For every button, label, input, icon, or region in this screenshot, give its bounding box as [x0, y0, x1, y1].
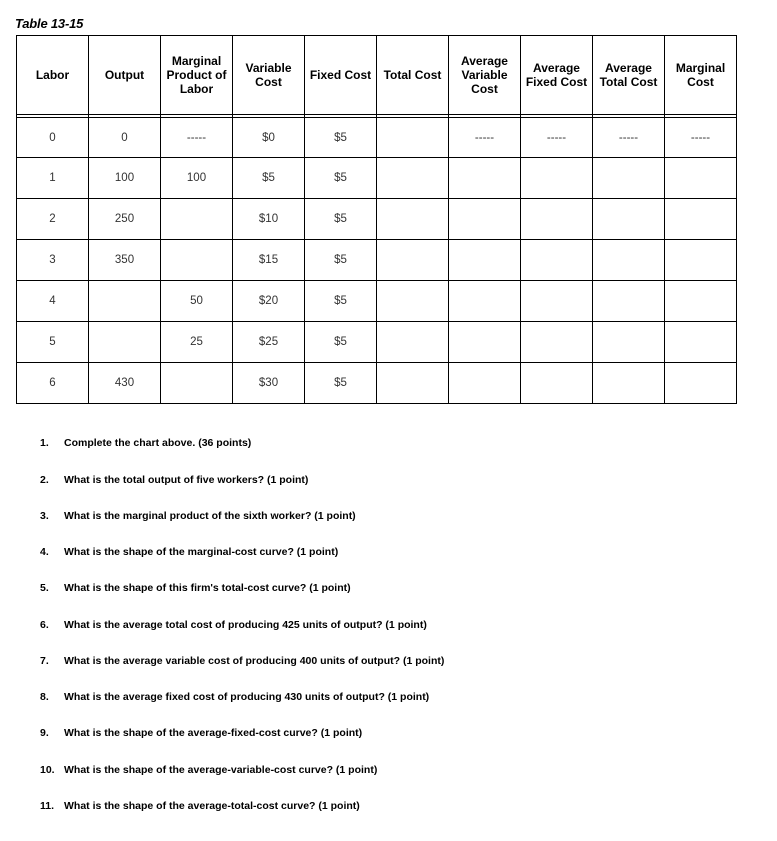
- table-cell: [377, 199, 449, 240]
- table-cell: [377, 322, 449, 363]
- table-cell: $20: [233, 281, 305, 322]
- table-cell: [449, 363, 521, 404]
- question-number: 8.: [40, 691, 49, 703]
- table-cell: $5: [305, 281, 377, 322]
- question-item: [40, 764, 377, 776]
- header-total-cost: Total Cost: [377, 36, 449, 115]
- question-text: What is the average variable cost of producing 400 units of output? (1 point): [64, 655, 445, 667]
- table-cell: [593, 158, 665, 199]
- table-cell: [377, 118, 449, 158]
- table-cell: $5: [305, 322, 377, 363]
- table-cell: [665, 199, 737, 240]
- table-cell: [665, 363, 737, 404]
- table-cell: 0: [17, 118, 89, 158]
- question-number: 5.: [40, 582, 49, 594]
- table-cell: $5: [305, 363, 377, 404]
- question-text: What is the average fixed cost of producing 430 units of output? (1 point): [64, 691, 430, 703]
- table-row: [17, 118, 737, 158]
- table-cell: -----: [449, 118, 521, 158]
- table-cell: 250: [89, 199, 161, 240]
- question-number: 11.: [40, 800, 55, 812]
- question-item: [40, 619, 427, 631]
- table-cell: [665, 322, 737, 363]
- table-cell: $10: [233, 199, 305, 240]
- table-cell: [521, 281, 593, 322]
- table-cell: [449, 240, 521, 281]
- table-cell: $15: [233, 240, 305, 281]
- table-title: Table 13-15: [15, 16, 84, 31]
- table-cell: $5: [305, 118, 377, 158]
- table-cell: 5: [17, 322, 89, 363]
- question-item: [40, 510, 356, 522]
- table-cell: [521, 158, 593, 199]
- header-variable-cost: Variable Cost: [233, 36, 305, 115]
- table-row: [17, 322, 737, 363]
- question-number: 9.: [40, 727, 49, 739]
- table-row: [17, 199, 737, 240]
- table-cell: [89, 322, 161, 363]
- table-cell: [161, 199, 233, 240]
- question-text: What is the shape of the marginal-cost curve? (1 point): [64, 546, 339, 558]
- header-labor: Labor: [17, 36, 89, 115]
- table-cell: [161, 240, 233, 281]
- table-cell: 2: [17, 199, 89, 240]
- header-marginal-cost: Marginal Cost: [665, 36, 737, 115]
- table-cell: [593, 322, 665, 363]
- table-cell: -----: [161, 118, 233, 158]
- table-cell: [449, 199, 521, 240]
- table-cell: $25: [233, 322, 305, 363]
- question-number: 7.: [40, 655, 49, 667]
- header-average-fixed-cost: Average Fixed Cost: [521, 36, 593, 115]
- table-cell: 1: [17, 158, 89, 199]
- table-cell: 6: [17, 363, 89, 404]
- question-item: [40, 655, 444, 667]
- table-cell: [377, 281, 449, 322]
- question-text: Complete the chart above. (36 points): [64, 437, 252, 449]
- table-cell: [665, 158, 737, 199]
- table-cell: [449, 322, 521, 363]
- table-cell: [89, 281, 161, 322]
- question-text: What is the shape of this firm's total-cost curve? (1 point): [64, 582, 351, 594]
- question-text: What is the marginal product of the sixth worker? (1 point): [64, 510, 356, 522]
- question-text: What is the shape of the average-fixed-cost curve? (1 point): [64, 727, 363, 739]
- header-average-variable-cost: Average Variable Cost: [449, 36, 521, 115]
- question-item: [40, 691, 429, 703]
- table-cell: -----: [593, 118, 665, 158]
- question-number: 6.: [40, 619, 49, 631]
- table-cell: [593, 199, 665, 240]
- question-number: 1.: [40, 437, 49, 449]
- table-cell: [593, 281, 665, 322]
- table-cell: 25: [161, 322, 233, 363]
- question-item: [40, 800, 360, 812]
- table-cell: 430: [89, 363, 161, 404]
- table-cell: [521, 240, 593, 281]
- table-row: [17, 158, 737, 199]
- table-cell: $5: [305, 240, 377, 281]
- table-cell: [377, 158, 449, 199]
- table-cell: 100: [161, 158, 233, 199]
- table-cell: [665, 240, 737, 281]
- cost-table: [16, 35, 737, 404]
- table-row: [17, 240, 737, 281]
- question-number: 3.: [40, 510, 49, 522]
- table-cell: 0: [89, 118, 161, 158]
- table-cell: [377, 363, 449, 404]
- table-cell: $30: [233, 363, 305, 404]
- table-row: [17, 281, 737, 322]
- table-cell: [593, 363, 665, 404]
- table-cell: 50: [161, 281, 233, 322]
- table-cell: -----: [665, 118, 737, 158]
- question-item: [40, 727, 362, 739]
- question-item: [40, 546, 338, 558]
- header-marginal-product: Marginal Product of Labor: [161, 36, 233, 115]
- table-cell: [521, 199, 593, 240]
- table-cell: 100: [89, 158, 161, 199]
- question-number: 2.: [40, 474, 49, 486]
- table-cell: 4: [17, 281, 89, 322]
- question-text: What is the shape of the average-total-cost curve? (1 point): [64, 800, 360, 812]
- question-number: 10.: [40, 764, 55, 776]
- question-text: What is the average total cost of producing 425 units of output? (1 point): [64, 619, 427, 631]
- table-cell: [593, 240, 665, 281]
- question-item: [40, 582, 351, 594]
- table-cell: [521, 322, 593, 363]
- question-text: What is the total output of five workers? (1 point): [64, 474, 309, 486]
- table-cell: $5: [305, 158, 377, 199]
- header-output: Output: [89, 36, 161, 115]
- table-cell: 350: [89, 240, 161, 281]
- question-item: [40, 437, 251, 449]
- table-cell: -----: [521, 118, 593, 158]
- table-cell: 3: [17, 240, 89, 281]
- table-row: [17, 363, 737, 404]
- table-cell: [665, 281, 737, 322]
- table-cell: [449, 281, 521, 322]
- header-average-total-cost: Average Total Cost: [593, 36, 665, 115]
- table-cell: $5: [233, 158, 305, 199]
- header-fixed-cost: Fixed Cost: [305, 36, 377, 115]
- table-cell: $5: [305, 199, 377, 240]
- header-row: [17, 36, 737, 115]
- question-text: What is the shape of the average-variable-cost curve? (1 point): [64, 764, 378, 776]
- table-cell: [521, 363, 593, 404]
- question-item: [40, 474, 308, 486]
- table-cell: $0: [233, 118, 305, 158]
- question-number: 4.: [40, 546, 49, 558]
- table-cell: [449, 158, 521, 199]
- table-cell: [377, 240, 449, 281]
- table-cell: [161, 363, 233, 404]
